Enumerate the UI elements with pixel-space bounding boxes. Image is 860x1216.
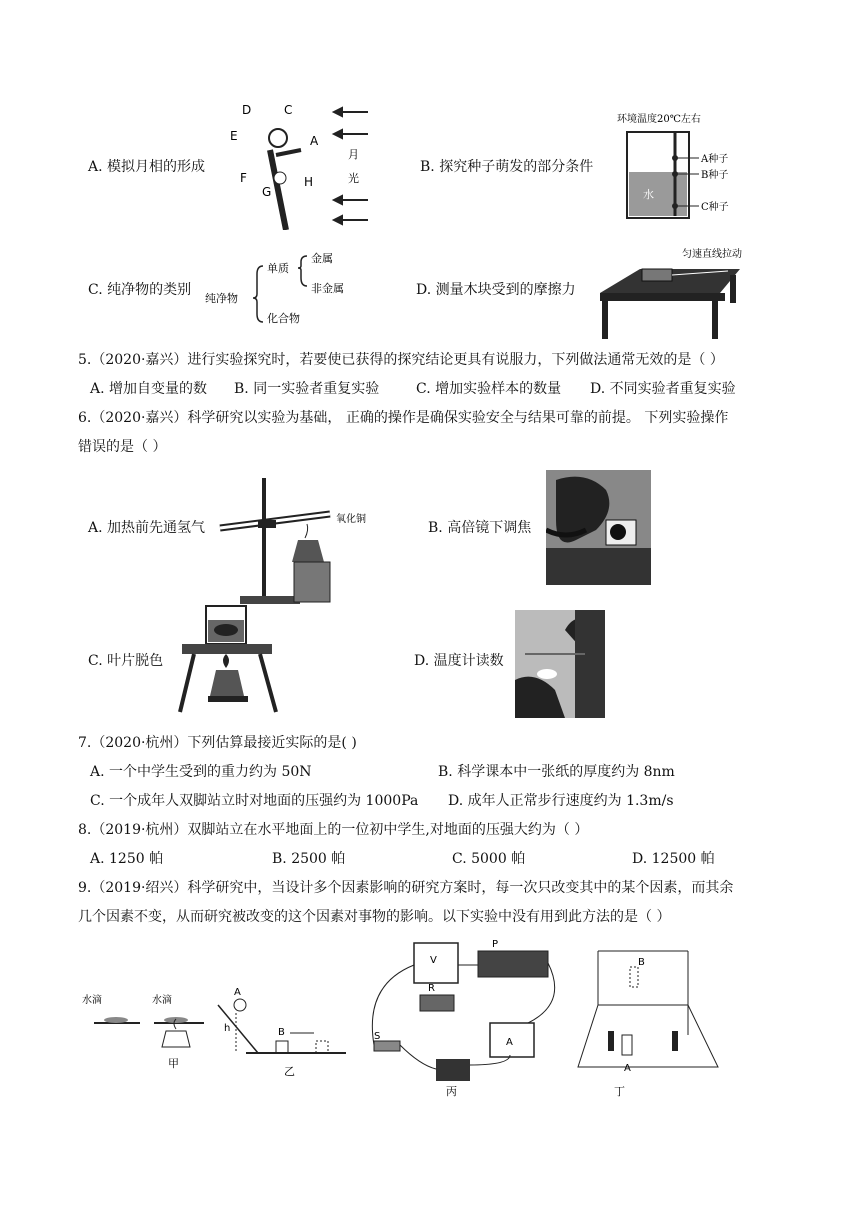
moon-letter-d: D bbox=[242, 103, 252, 117]
q9-letter-v: V bbox=[430, 955, 437, 966]
q4-option-c: C. 纯净物的类别 bbox=[88, 282, 192, 298]
q6-figure-hydrogen-heating bbox=[210, 470, 385, 610]
q8-option-b[interactable]: B. 2500 帕 bbox=[272, 851, 346, 867]
moon-letter-e: E bbox=[230, 129, 238, 143]
q8-option-a[interactable]: A. 1250 帕 bbox=[90, 851, 164, 867]
q9-letter-s: S bbox=[374, 1031, 381, 1042]
q6-option-c[interactable]: C. 叶片脱色 bbox=[88, 653, 164, 669]
tree-root: 纯净物 bbox=[205, 292, 238, 305]
q5-stem: 5.（2020·嘉兴）进行实验探究时，若要使已获得的探究结论更具有说服力，下列做法通常无效的是（ ） bbox=[78, 352, 724, 368]
seed-label-a: A种子 bbox=[701, 154, 729, 165]
q9-label-jia: 甲 bbox=[168, 1057, 179, 1070]
moon-arrow-word-2: 光 bbox=[348, 172, 359, 185]
q6-figure-microscope bbox=[546, 470, 651, 585]
q9-stem-line1: 9.（2019·绍兴）科学研究中，当设计多个因素影响的研究方案时，每一次只改变其中的某个因素，而其余 bbox=[78, 880, 734, 896]
moon-letter-h: H bbox=[304, 175, 314, 189]
q7-stem: 7.（2020·杭州）下列估算最接近实际的是( ) bbox=[78, 735, 357, 751]
q4-option-a: A. 模拟月相的形成 bbox=[88, 159, 206, 175]
q4-figure-substance-tree bbox=[205, 248, 375, 328]
q7-option-c[interactable]: C. 一个成年人双脚站立时对地面的压强约为 1000Pa bbox=[90, 793, 419, 809]
q8-option-c[interactable]: C. 5000 帕 bbox=[452, 851, 526, 867]
friction-label: 匀速直线拉动 bbox=[682, 249, 742, 260]
q9-letter-p: P bbox=[492, 939, 499, 950]
hydrogen-label: 氧化铜 bbox=[336, 514, 366, 525]
moon-arrow-word-1: 月 bbox=[348, 148, 359, 161]
q5-option-b[interactable]: B. 同一实验者重复实验 bbox=[234, 381, 380, 397]
seed-label-c: C种子 bbox=[701, 202, 729, 213]
moon-letter-c: C bbox=[284, 103, 293, 117]
q4-figure-seed-beaker bbox=[615, 110, 735, 225]
q7-option-d[interactable]: D. 成年人正常步行速度约为 1.3m/s bbox=[448, 793, 674, 809]
q6-stem-line2: 错误的是（ ） bbox=[78, 439, 167, 455]
q9-label-yi: 乙 bbox=[284, 1065, 295, 1078]
moon-letter-f: F bbox=[240, 171, 247, 185]
tree-mid2: 化合物 bbox=[267, 312, 300, 325]
q9-ding-letter-b: B bbox=[638, 957, 645, 968]
q9-ding-letter-a: A bbox=[624, 1063, 631, 1074]
q6-figure-thermometer-reading bbox=[515, 610, 605, 718]
q4-figure-moon-phase bbox=[228, 100, 373, 230]
q6-option-a[interactable]: A. 加热前先通氢气 bbox=[88, 520, 206, 536]
q9-water-drop-2: 水滴 bbox=[152, 995, 172, 1006]
q9-letter-ammeter: A bbox=[506, 1037, 513, 1048]
moon-letter-g: G bbox=[262, 185, 272, 199]
q8-option-d[interactable]: D. 12500 帕 bbox=[632, 851, 715, 867]
q7-option-b[interactable]: B. 科学课本中一张纸的厚度约为 8nm bbox=[438, 764, 675, 780]
tree-leaf2: 非金属 bbox=[311, 282, 344, 295]
q5-option-c[interactable]: C. 增加实验样本的数量 bbox=[416, 381, 562, 397]
q9-label-ding: 丁 bbox=[614, 1085, 625, 1098]
q9-letter-r: R bbox=[428, 983, 435, 994]
moon-letter-a: A bbox=[310, 134, 319, 148]
tree-mid: 单质 bbox=[267, 262, 289, 275]
q5-option-d[interactable]: D. 不同实验者重复实验 bbox=[590, 381, 736, 397]
q4-option-b: B. 探究种子萌发的部分条件 bbox=[420, 159, 594, 175]
q9-water-drop-1: 水滴 bbox=[82, 995, 102, 1006]
q6-figure-leaf-decolor bbox=[172, 600, 282, 715]
q9-letter-h: h bbox=[224, 1023, 231, 1034]
q9-figure-panel bbox=[78, 935, 728, 1100]
q6-option-b[interactable]: B. 高倍镜下调焦 bbox=[428, 520, 532, 536]
q4-figure-friction-table bbox=[590, 245, 750, 340]
q9-letter-b: B bbox=[278, 1027, 285, 1038]
q8-stem: 8.（2019·杭州）双脚站立在水平地面上的一位初中学生,对地面的压强大约为（ ） bbox=[78, 822, 589, 838]
seed-water-label: 水 bbox=[643, 188, 654, 201]
q9-label-bing: 丙 bbox=[446, 1085, 457, 1098]
q6-option-d[interactable]: D. 温度计读数 bbox=[414, 653, 504, 669]
q4-option-d: D. 测量木块受到的摩擦力 bbox=[416, 282, 576, 298]
q9-stem-line2: 几个因素不变，从而研究被改变的这个因素对事物的影响。以下实验中没有用到此方法的是（ ） bbox=[78, 909, 671, 925]
seed-label-b: B种子 bbox=[701, 170, 729, 181]
tree-leaf1: 金属 bbox=[311, 252, 333, 265]
q9-letter-a: A bbox=[234, 987, 241, 998]
q5-option-a[interactable]: A. 增加自变量的数 bbox=[90, 381, 208, 397]
q7-option-a[interactable]: A. 一个中学生受到的重力约为 50N bbox=[90, 764, 312, 780]
q6-stem-line1: 6.（2020·嘉兴）科学研究以实验为基础， 正确的操作是确保实验安全与结果可靠的前提。 下列实验操作 bbox=[78, 410, 729, 426]
seed-beaker-header: 环境温度20℃左右 bbox=[617, 114, 701, 125]
